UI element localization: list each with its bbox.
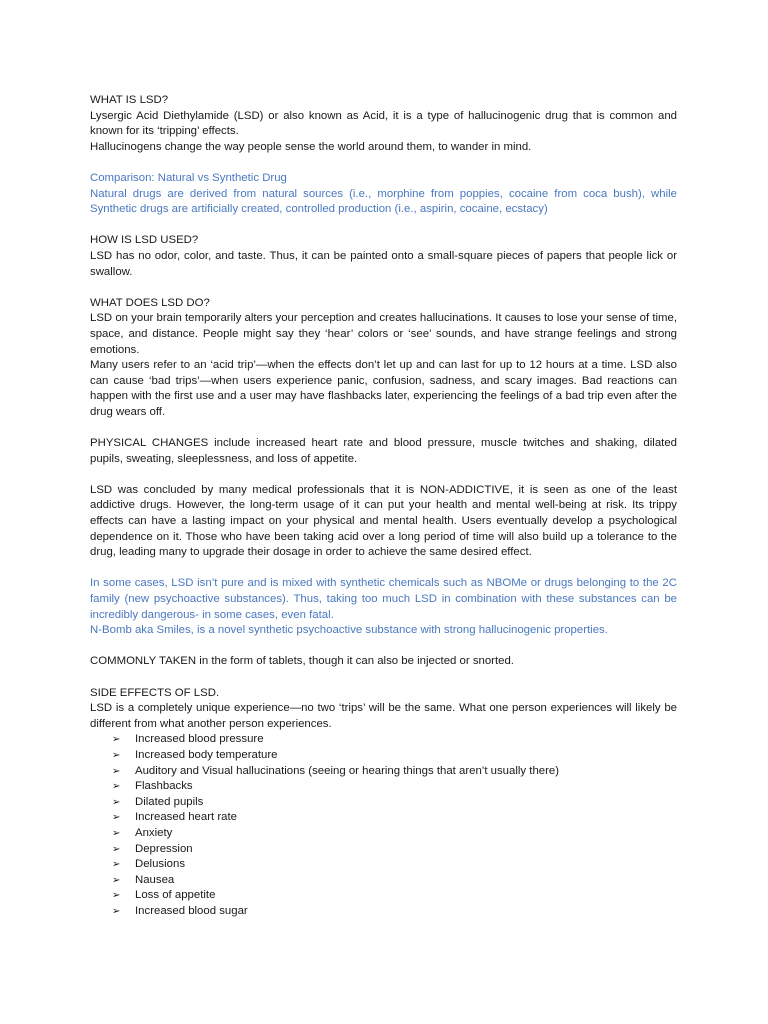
heading-side-effects: SIDE EFFECTS OF LSD. xyxy=(90,686,220,699)
paragraph-acid-trip: Many users refer to an ‘acid trip’—when the effects don’t let up and can last for up to 12 hours at a time. LSD also can cause ‘bad trips’—when users experience panic, confusion, sadness, and scary images. Bad reactions can happen with the first use and a user may have flashbacks later, experiencing the feelings of a bad trip even after the drug wears off. xyxy=(90,359,677,418)
list-item xyxy=(112,826,677,842)
spacer xyxy=(90,155,677,171)
list-item-text: Anxiety xyxy=(135,826,173,839)
paragraph-in-some-cases: In some cases, LSD isn’t pure and is mixed with synthetic chemicals such as NBOMe or drugs belonging to the 2C family (new psychoactive substances). Thus, taking too much LSD in combination with these substances can be incredibly dangerous- in some cases, even fatal. xyxy=(90,577,677,621)
heading-comparison: Comparison: Natural vs Synthetic Drug xyxy=(90,171,287,184)
arrow-bullet-icon: ➢ xyxy=(112,890,121,902)
arrow-bullet-icon: ➢ xyxy=(112,749,121,761)
arrow-bullet-icon: ➢ xyxy=(112,812,121,824)
paragraph-how-used: LSD has no odor, color, and taste. Thus, it can be painted onto a small-square pieces of papers that people lick or swallow. xyxy=(90,249,677,278)
spacer xyxy=(90,280,677,296)
list-item xyxy=(112,779,677,795)
paragraph-unique-experience: LSD is a completely unique experience—no two ‘trips’ will be the same. What one person experiences will likely be different from what another person experiences. xyxy=(90,702,677,730)
spacer xyxy=(90,639,677,655)
paragraph-lsd-definition: Lysergic Acid Diethylamide (LSD) or also known as Acid, it is a type of hallucinogenic drug that is common and known for its ‘tripping’ effects. xyxy=(90,109,677,138)
list-item-text: Increased blood pressure xyxy=(135,733,264,746)
spacer xyxy=(90,420,677,436)
list-item-text: Flashbacks xyxy=(135,780,193,793)
paragraph-physical-changes: PHYSICAL CHANGES include increased heart rate and blood pressure, muscle twitches and shaking, dilated pupils, sweating, sleeplessness, and loss of appetite. xyxy=(90,437,677,465)
list-item-text: Dilated pupils xyxy=(135,795,204,808)
paragraph-n-bomb: N-Bomb aka Smiles, is a novel synthetic psychoactive substance with strong hallucinogenic properties. xyxy=(90,624,608,637)
arrow-bullet-icon: ➢ xyxy=(112,843,121,855)
spacer xyxy=(90,561,677,577)
document-page xyxy=(90,93,677,919)
list-item xyxy=(112,748,677,764)
arrow-bullet-icon: ➢ xyxy=(112,874,121,886)
arrow-bullet-icon: ➢ xyxy=(112,781,121,793)
list-item-text: Nausea xyxy=(135,873,175,886)
list-item-text: Loss of appetite xyxy=(135,889,216,902)
arrow-bullet-icon: ➢ xyxy=(112,765,121,777)
arrow-bullet-icon: ➢ xyxy=(112,905,121,917)
arrow-bullet-icon: ➢ xyxy=(112,859,121,871)
list-item-text: Depression xyxy=(135,842,193,855)
list-item-text: Auditory and Visual hallucinations (seeing or hearing things that aren’t usually there) xyxy=(135,764,560,777)
spacer xyxy=(90,467,677,483)
list-item-text: Increased heart rate xyxy=(135,811,237,824)
arrow-bullet-icon: ➢ xyxy=(112,827,121,839)
spacer xyxy=(90,670,677,686)
list-item-text: Delusions xyxy=(135,858,186,871)
list-item xyxy=(112,795,677,811)
heading-how-is-lsd-used: HOW IS LSD USED? xyxy=(90,234,199,247)
heading-what-is-lsd: WHAT IS LSD? xyxy=(90,94,169,106)
paragraph-perception: LSD on your brain temporarily alters your perception and creates hallucinations. It causes to lose your sense of time, space, and distance. People might say they ‘hear’ colors or ‘see’ sounds, and have strange feelings and strong emotions. xyxy=(90,312,677,356)
list-item xyxy=(112,873,677,889)
list-item xyxy=(112,764,677,780)
side-effects-list xyxy=(90,732,677,919)
heading-what-does-lsd-do: WHAT DOES LSD DO? xyxy=(90,296,210,309)
list-item xyxy=(112,842,677,858)
list-item xyxy=(112,888,677,904)
list-item xyxy=(112,810,677,826)
list-item-text: Increased body temperature xyxy=(135,748,278,761)
spacer xyxy=(90,218,677,234)
paragraph-commonly-taken: COMMONLY TAKEN in the form of tablets, though it can also be injected or snorted. xyxy=(90,655,514,668)
paragraph-comparison: Natural drugs are derived from natural sources (i.e., morphine from poppies, cocaine from coca bush), while Synthetic drugs are artificially created, controlled production (i.e., aspirin, cocaine, ecstacy) xyxy=(90,187,677,216)
list-item xyxy=(112,904,677,920)
paragraph-non-addictive: LSD was concluded by many medical professionals that it is NON-ADDICTIVE, it is seen as one of the least addictive drugs. However, the long-term usage of it can put your health and mental well-being at risk. Its trippy effects can have a lasting impact on your physical and mental health. Users eventually develop a psychological dependence on it. Those who have been taking acid over a long period of time will also build up a tolerance to the drug, leading many to upgrade their dosage in order to achieve the same desired effect. xyxy=(90,483,677,559)
list-item xyxy=(112,732,677,748)
list-item xyxy=(112,857,677,873)
arrow-bullet-icon: ➢ xyxy=(112,796,121,808)
arrow-bullet-icon: ➢ xyxy=(112,734,121,746)
list-item-text: Increased blood sugar xyxy=(135,904,248,917)
paragraph-hallucinogens: Hallucinogens change the way people sense the world around them, to wander in mind. xyxy=(90,140,532,153)
